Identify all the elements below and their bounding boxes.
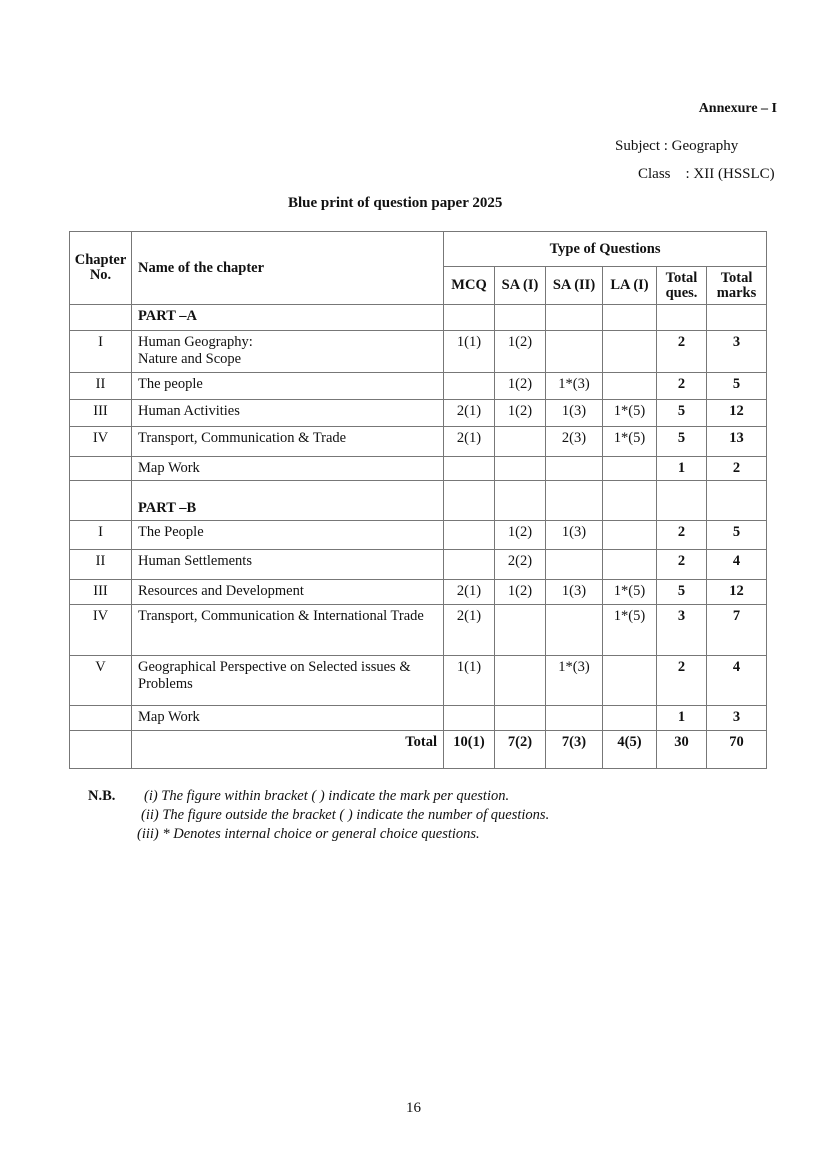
sa1-cell: 1(2) — [495, 373, 546, 400]
tq-cell: 2 — [657, 656, 707, 706]
chapter-no-cell: I — [70, 521, 132, 550]
table-row — [70, 550, 767, 580]
tq-cell: 1 — [657, 706, 707, 731]
sa2-cell — [546, 550, 603, 580]
header-type-of-questions: Type of Questions — [444, 232, 767, 267]
total-label: Total — [132, 731, 444, 769]
annexure-label: Annexure – I — [698, 101, 777, 116]
part-label: PART –B — [132, 481, 444, 521]
table-row — [70, 706, 767, 731]
sa1-cell — [495, 706, 546, 731]
total-row — [70, 731, 767, 769]
la1-cell: 1*(5) — [603, 605, 657, 656]
la1-cell — [603, 521, 657, 550]
empty-cell — [657, 481, 707, 521]
mcq-cell: 2(1) — [444, 400, 495, 427]
tm-cell: 7 — [707, 605, 767, 656]
tq-cell: 5 — [657, 580, 707, 605]
header-mcq: MCQ — [444, 267, 495, 305]
empty-cell — [495, 481, 546, 521]
tq-cell: 2 — [657, 331, 707, 373]
class-label: Class : XII (HSSLC) — [638, 166, 775, 182]
empty-cell — [707, 481, 767, 521]
mcq-cell: 1(1) — [444, 331, 495, 373]
mcq-cell — [444, 550, 495, 580]
chapter-no-cell: II — [70, 550, 132, 580]
mcq-cell — [444, 373, 495, 400]
chapter-name-cell: Transport, Communication & International Trade — [132, 605, 444, 656]
tq-cell: 2 — [657, 373, 707, 400]
total-tq-cell: 30 — [657, 731, 707, 769]
chapter-no-cell — [70, 731, 132, 769]
tq-cell: 2 — [657, 521, 707, 550]
tm-cell: 12 — [707, 580, 767, 605]
sa1-cell — [495, 605, 546, 656]
chapter-name-cell: Geographical Perspective on Selected issues & Problems — [132, 656, 444, 706]
table-row — [70, 427, 767, 457]
tm-cell: 13 — [707, 427, 767, 457]
chapter-name-cell: The People — [132, 521, 444, 550]
tq-cell: 2 — [657, 550, 707, 580]
blueprint-table — [69, 231, 767, 769]
part-row — [70, 481, 767, 521]
note-item: (ii) The figure outside the bracket ( ) indicate the number of questions. — [141, 807, 550, 823]
table-row — [70, 521, 767, 550]
tm-cell: 12 — [707, 400, 767, 427]
chapter-no-cell — [70, 305, 132, 331]
page-number: 16 — [406, 1100, 421, 1116]
sa1-cell — [495, 656, 546, 706]
chapter-no-cell — [70, 706, 132, 731]
mcq-cell — [444, 457, 495, 481]
table-row — [70, 331, 767, 373]
tm-cell: 5 — [707, 521, 767, 550]
table-row — [70, 373, 767, 400]
tm-cell: 4 — [707, 656, 767, 706]
table-row — [70, 457, 767, 481]
sa2-cell — [546, 457, 603, 481]
header-total-ques: Total ques. — [657, 267, 707, 305]
chapter-no-cell: I — [70, 331, 132, 373]
part-row — [70, 305, 767, 331]
blueprint-table-body — [70, 305, 767, 769]
subject-label: Subject : Geography — [615, 138, 739, 154]
empty-cell — [495, 305, 546, 331]
note-item: (i) The figure within bracket ( ) indicate the mark per question. — [144, 788, 510, 804]
la1-cell: 1*(5) — [603, 580, 657, 605]
empty-cell — [444, 305, 495, 331]
total-la1-cell: 4(5) — [603, 731, 657, 769]
sa1-cell: 1(2) — [495, 400, 546, 427]
header-sa2: SA (II) — [546, 267, 603, 305]
chapter-name-cell: Map Work — [132, 457, 444, 481]
chapter-no-cell: V — [70, 656, 132, 706]
la1-cell — [603, 373, 657, 400]
la1-cell — [603, 706, 657, 731]
chapter-name-cell: Human Settlements — [132, 550, 444, 580]
tq-cell: 1 — [657, 457, 707, 481]
table-row — [70, 580, 767, 605]
empty-cell — [707, 305, 767, 331]
notes-label: N.B. — [88, 788, 116, 804]
sa1-cell: 1(2) — [495, 331, 546, 373]
la1-cell — [603, 331, 657, 373]
tm-cell: 3 — [707, 331, 767, 373]
chapter-name-cell: Human Activities — [132, 400, 444, 427]
tm-cell: 2 — [707, 457, 767, 481]
chapter-no-cell — [70, 457, 132, 481]
empty-cell — [444, 481, 495, 521]
part-label: PART –A — [132, 305, 444, 331]
tq-cell: 5 — [657, 427, 707, 457]
sa1-cell: 1(2) — [495, 521, 546, 550]
mcq-cell: 2(1) — [444, 427, 495, 457]
sa1-cell — [495, 427, 546, 457]
sa2-cell: 1(3) — [546, 400, 603, 427]
total-mcq-cell: 10(1) — [444, 731, 495, 769]
sa2-cell — [546, 605, 603, 656]
empty-cell — [603, 481, 657, 521]
header-la1: LA (I) — [603, 267, 657, 305]
header-total-marks: Total marks — [707, 267, 767, 305]
empty-cell — [546, 305, 603, 331]
tq-cell: 3 — [657, 605, 707, 656]
table-row — [70, 605, 767, 656]
sa2-cell: 1*(3) — [546, 656, 603, 706]
sa2-cell: 1(3) — [546, 580, 603, 605]
sa2-cell: 2(3) — [546, 427, 603, 457]
sa2-cell: 1(3) — [546, 521, 603, 550]
tm-cell: 4 — [707, 550, 767, 580]
sa1-cell: 1(2) — [495, 580, 546, 605]
sa2-cell — [546, 331, 603, 373]
chapter-no-cell — [70, 481, 132, 521]
total-sa1-cell: 7(2) — [495, 731, 546, 769]
chapter-no-cell: II — [70, 373, 132, 400]
chapter-no-cell: IV — [70, 427, 132, 457]
chapter-no-cell: III — [70, 400, 132, 427]
mcq-cell — [444, 521, 495, 550]
mcq-cell: 1(1) — [444, 656, 495, 706]
total-sa2-cell: 7(3) — [546, 731, 603, 769]
la1-cell: 1*(5) — [603, 427, 657, 457]
header-chapter-name: Name of the chapter — [132, 232, 444, 305]
chapter-name-cell: Transport, Communication & Trade — [132, 427, 444, 457]
mcq-cell — [444, 706, 495, 731]
table-row — [70, 400, 767, 427]
tm-cell: 3 — [707, 706, 767, 731]
sa2-cell — [546, 706, 603, 731]
mcq-cell: 2(1) — [444, 605, 495, 656]
header-sa1: SA (I) — [495, 267, 546, 305]
la1-cell — [603, 550, 657, 580]
la1-cell: 1*(5) — [603, 400, 657, 427]
header-chapter-no: Chapter No. — [70, 232, 132, 305]
table-row — [70, 656, 767, 706]
chapter-no-cell: III — [70, 580, 132, 605]
sa1-cell — [495, 457, 546, 481]
chapter-name-cell: Resources and Development — [132, 580, 444, 605]
empty-cell — [546, 481, 603, 521]
sa2-cell: 1*(3) — [546, 373, 603, 400]
note-item: (iii) * Denotes internal choice or general choice questions. — [137, 826, 480, 842]
tm-cell: 5 — [707, 373, 767, 400]
chapter-no-cell: IV — [70, 605, 132, 656]
empty-cell — [603, 305, 657, 331]
la1-cell — [603, 457, 657, 481]
document-title: Blue print of question paper 2025 — [288, 195, 503, 211]
sa1-cell: 2(2) — [495, 550, 546, 580]
tq-cell: 5 — [657, 400, 707, 427]
empty-cell — [657, 305, 707, 331]
total-tm-cell: 70 — [707, 731, 767, 769]
chapter-name-cell: Human Geography: Nature and Scope — [132, 331, 444, 373]
mcq-cell: 2(1) — [444, 580, 495, 605]
chapter-name-cell: Map Work — [132, 706, 444, 731]
chapter-name-cell: The people — [132, 373, 444, 400]
la1-cell — [603, 656, 657, 706]
